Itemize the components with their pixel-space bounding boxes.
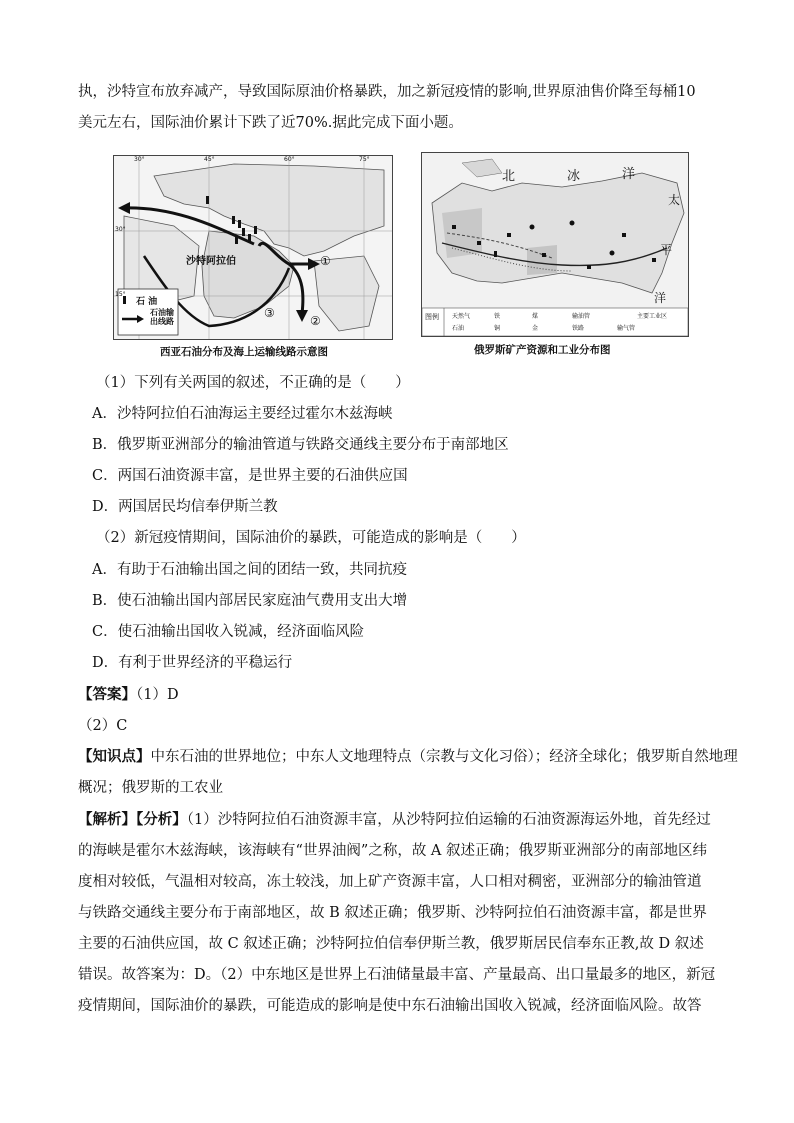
analysis-line-2: 的海峡是霍尔木兹海峡，该海峡有“世界油阀”之称，故 A 叙述正确；俄罗斯亚洲部分的南部地区纬 <box>78 843 708 859</box>
legend-iron: 铁 <box>494 313 501 320</box>
analysis-line-4: 与铁路交通线主要分布于南部地区，故 B 叙述正确；俄罗斯、沙特阿拉伯石油资源丰富，都是世界 <box>78 905 707 921</box>
question-2-option-d: D．有利于世界经济的平稳运行 <box>92 655 293 671</box>
analysis-line-7: 疫情期间，国际油价的暴跌，可能造成的影响是使中东石油输出国收入锐减，经济面临风险。故答 <box>78 998 702 1014</box>
legend-coal: 煤 <box>532 313 539 320</box>
analysis-line-6: 错误。故答案为：D。（2）中东地区是世界上石油储量最丰富、产量最高、出口量最多的地区，新冠 <box>78 967 716 983</box>
arctic-ocean-sea: 洋 <box>622 167 636 182</box>
tick-lon-60: 60° <box>284 156 295 163</box>
knowledge-text-1: 中东石油的世界地位；中东人文地理特点（宗教与文化习俗）；经济全球化；俄罗斯自然地理 <box>150 749 738 765</box>
tick-lat-15: 15° <box>115 291 126 298</box>
legend-oil-label: 石 油 <box>136 297 158 307</box>
legend-industrial-zone: 主要工业区 <box>637 313 668 320</box>
route-2-marker: ② <box>310 314 321 328</box>
answer-label: 【答案】 <box>78 686 136 703</box>
knowledge-line-1 <box>78 747 738 767</box>
intro-line-1: 执，沙特宣布放弃减产，导致国际原油价格暴跌，加之新冠疫情的影响,世界原油售价降至每桶10 <box>78 84 696 100</box>
question-1-option-d: D．两国居民均信奉伊斯兰教 <box>92 499 278 515</box>
analysis-line-1 <box>78 810 718 830</box>
arctic-ocean-north: 北 <box>502 169 516 184</box>
legend-gas-pipeline: 输气管 <box>617 325 636 332</box>
question-1-option-c: C．两国石油资源丰富，是世界主要的石油供应国 <box>92 468 408 484</box>
analysis-text-1: （1）沙特阿拉伯石油资源丰富，从沙特阿拉伯运输的石油资源海运外地，首先经过 <box>186 812 711 828</box>
knowledge-label: 【知识点】 <box>78 748 151 765</box>
pacific-ocean-tai: 太 <box>668 193 681 207</box>
russia-map-graphic <box>422 153 688 336</box>
legend-copper: 铜 <box>494 325 501 332</box>
answer-line-1 <box>78 685 718 705</box>
answer-q2: （2）C <box>78 718 128 734</box>
question-2-option-c: C．使石油输出国收入锐减，经济面临风险 <box>92 624 365 640</box>
legend-gas: 天然气 <box>452 313 471 320</box>
map-legend-title: 图例 <box>425 313 439 321</box>
route-1-marker: ① <box>320 254 331 268</box>
tick-lon-45: 45° <box>204 156 215 163</box>
pacific-ocean-yang: 洋 <box>654 291 667 305</box>
question-1-option-a: A．沙特阿拉伯石油海运主要经过霍尔木兹海峡 <box>92 406 393 422</box>
analysis-line-3: 度相对较低，气温相对较高，冻土较浅，加上矿产资源丰富，人口相对稠密，亚洲部分的输油管道 <box>78 874 702 890</box>
legend-gold: 金 <box>532 325 539 332</box>
knowledge-line-2: 概况；俄罗斯的工农业 <box>78 780 223 796</box>
tick-lon-75: 75° <box>359 156 370 163</box>
route-3-marker: ③ <box>264 306 275 320</box>
legend-oil: 石油 <box>452 325 465 332</box>
answer-q1: （1）D <box>136 687 179 703</box>
question-1-stem: （1）下列有关两国的叙述，不正确的是（ ） <box>96 375 410 391</box>
west-asia-oil-map <box>113 155 393 340</box>
pacific-ocean-ping: 平 <box>660 243 673 257</box>
legend-railway: 铁路 <box>572 325 585 332</box>
intro-line-2: 美元左右，国际油价累计下跌了近70%.据此完成下面小题。 <box>78 115 463 131</box>
question-1-option-b: B．俄罗斯亚洲部分的输油管道与铁路交通线主要分布于南部地区 <box>92 437 509 453</box>
analysis-line-5: 主要的石油供应国，故 C 叙述正确；沙特阿拉伯信奉伊斯兰教，俄罗斯居民信奉东正教,故 D 叙述 <box>78 936 704 952</box>
saudi-arabia-label: 沙特阿拉伯 <box>186 256 236 267</box>
left-figure-caption: 西亚石油分布及海上运输线路示意图 <box>160 346 328 358</box>
legend-oil-pipeline: 输油管 <box>572 313 591 320</box>
question-2-option-a: A．有助于石油输出国之间的团结一致，共同抗疫 <box>92 562 407 578</box>
analysis-label: 【解析】【分析】 <box>78 811 187 828</box>
legend-route-label: 石油输出线路 <box>150 308 174 326</box>
question-2-stem: （2）新冠疫情期间，国际油价的暴跌，可能造成的影响是（ ） <box>96 530 526 546</box>
russia-resources-map <box>421 152 689 337</box>
tick-lat-30: 30° <box>115 226 126 233</box>
right-figure-caption: 俄罗斯矿产资源和工业分布图 <box>474 344 611 356</box>
tick-lon-30: 30° <box>134 156 145 163</box>
arctic-ocean-ice: 冰 <box>567 169 581 184</box>
question-2-option-b: B．使石油输出国内部居民家庭油气费用支出大增 <box>92 593 408 609</box>
